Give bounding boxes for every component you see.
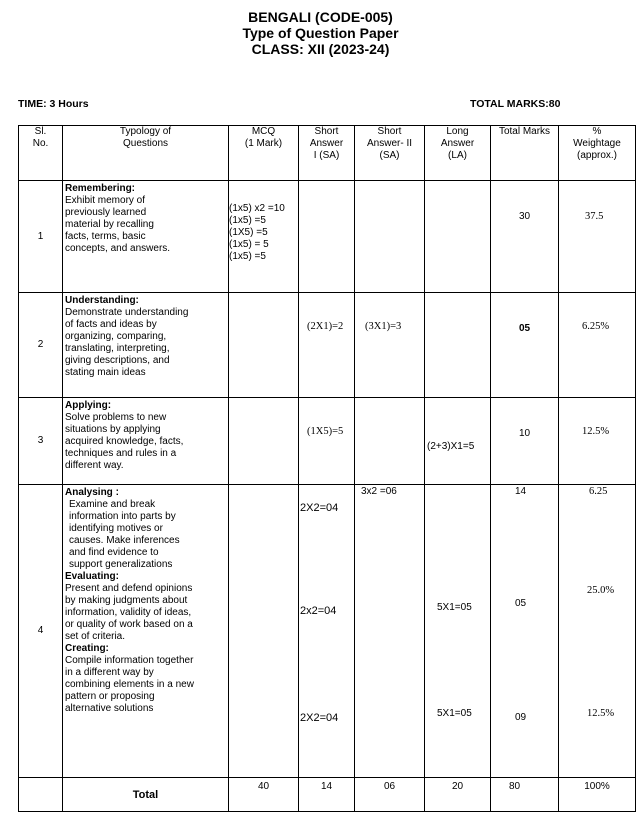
table-row — [19, 181, 636, 293]
typology-cell — [63, 293, 229, 398]
col-header-sl: Sl. No. — [19, 126, 63, 181]
page-subtitle: Type of Question Paper — [242, 25, 399, 41]
sa1-cell: 2X2=04 2x2=04 2X2=04 — [299, 485, 355, 778]
table-row — [19, 398, 636, 485]
typology-desc: Compile information together in a different way by combining elements in a new pattern or proposing alternative solutions — [65, 655, 194, 714]
typology-desc: Solve problems to new situations by applying acquired knowledge, facts, techniques and rules in a different way. — [65, 412, 184, 471]
sa2-cell: (3X1)=3 — [355, 293, 425, 398]
typology-desc: Examine and break information into parts by identifying motives or causes. Make inferences and find evidence to support generalizations — [69, 499, 180, 570]
total-cell: 05 — [491, 293, 559, 398]
sl-cell: 1 — [19, 181, 63, 293]
typology-cell — [63, 485, 229, 778]
total-sa2: 06 — [355, 778, 425, 812]
typology-heading: Applying: — [65, 400, 112, 411]
typology-heading: Evaluating: — [65, 571, 119, 582]
sl-cell: 3 — [19, 398, 63, 485]
col-header-sa2: Short Answer- II (SA) — [355, 126, 425, 181]
question-paper-table — [18, 125, 636, 812]
la-cell: (2+3)X1=5 — [425, 398, 491, 485]
typology-heading: Analysing : — [65, 487, 119, 498]
col-header-total: Total Marks — [491, 126, 559, 181]
sl-cell: 4 — [19, 485, 63, 778]
sl-cell — [19, 778, 63, 812]
page-title: BENGALI (CODE-005) — [248, 9, 393, 25]
typology-desc: Present and defend opinions by making judgments about information, validity of ideas, or quality of work based on a set of criteria. — [65, 583, 193, 642]
table-row — [19, 485, 636, 778]
weight-cell: 37.5 — [559, 181, 636, 293]
weight-cell: 12.5% — [559, 398, 636, 485]
total-cell: 30 — [491, 181, 559, 293]
typology-heading: Understanding: — [65, 295, 139, 306]
time-label: TIME: 3 Hours — [18, 98, 89, 110]
mcq-cell: (1x5) x2 =10 (1x5) =5 (1X5) =5 (1x5) = 5 (1x5) =5 — [229, 181, 299, 293]
typology-heading: Creating: — [65, 643, 109, 654]
la-cell: 5X1=05 5X1=05 — [425, 485, 491, 778]
total-cell: 14 05 09 — [491, 485, 559, 778]
total-weight: 100% — [559, 778, 636, 812]
total-mcq: 40 — [229, 778, 299, 812]
sa1-cell: (2X1)=2 — [299, 293, 355, 398]
totals-row — [19, 778, 636, 812]
typology-desc: Demonstrate understanding of facts and ideas by organizing, comparing, translating, interpreting, giving descriptions, and stating main ideas — [65, 307, 189, 378]
sa2-cell — [355, 181, 425, 293]
typology-cell — [63, 181, 229, 293]
total-label: Total — [63, 778, 229, 812]
la-cell — [425, 293, 491, 398]
class-title: CLASS: XII (2023-24) — [251, 41, 390, 57]
mcq-cell — [229, 485, 299, 778]
total-sa1: 14 — [299, 778, 355, 812]
table-row — [19, 293, 636, 398]
weight-cell: 6.25 25.0% 12.5% — [559, 485, 636, 778]
col-header-typology: Typology of Questions — [63, 126, 229, 181]
sl-cell: 2 — [19, 293, 63, 398]
total-marks: 80 — [491, 778, 559, 812]
col-header-mcq: MCQ (1 Mark) — [229, 126, 299, 181]
total-la: 20 — [425, 778, 491, 812]
weight-cell: 6.25% — [559, 293, 636, 398]
sa2-cell: 3x2 =06 — [355, 485, 425, 778]
col-header-la: Long Answer (LA) — [425, 126, 491, 181]
sa1-cell: (1X5)=5 — [299, 398, 355, 485]
typology-heading: Remembering: — [65, 183, 136, 194]
sa2-cell — [355, 398, 425, 485]
total-marks-label: TOTAL MARKS:80 — [470, 98, 561, 110]
mcq-cell — [229, 293, 299, 398]
typology-cell — [63, 398, 229, 485]
col-header-sa1: Short Answer I (SA) — [299, 126, 355, 181]
total-cell: 10 — [491, 398, 559, 485]
col-header-weight: % Weightage (approx.) — [559, 126, 636, 181]
la-cell — [425, 181, 491, 293]
sa1-cell — [299, 181, 355, 293]
mcq-cell — [229, 398, 299, 485]
header-row — [19, 126, 636, 181]
typology-desc: Exhibit memory of previously learned material by recalling facts, terms, basic concepts, and answers. — [65, 195, 171, 254]
